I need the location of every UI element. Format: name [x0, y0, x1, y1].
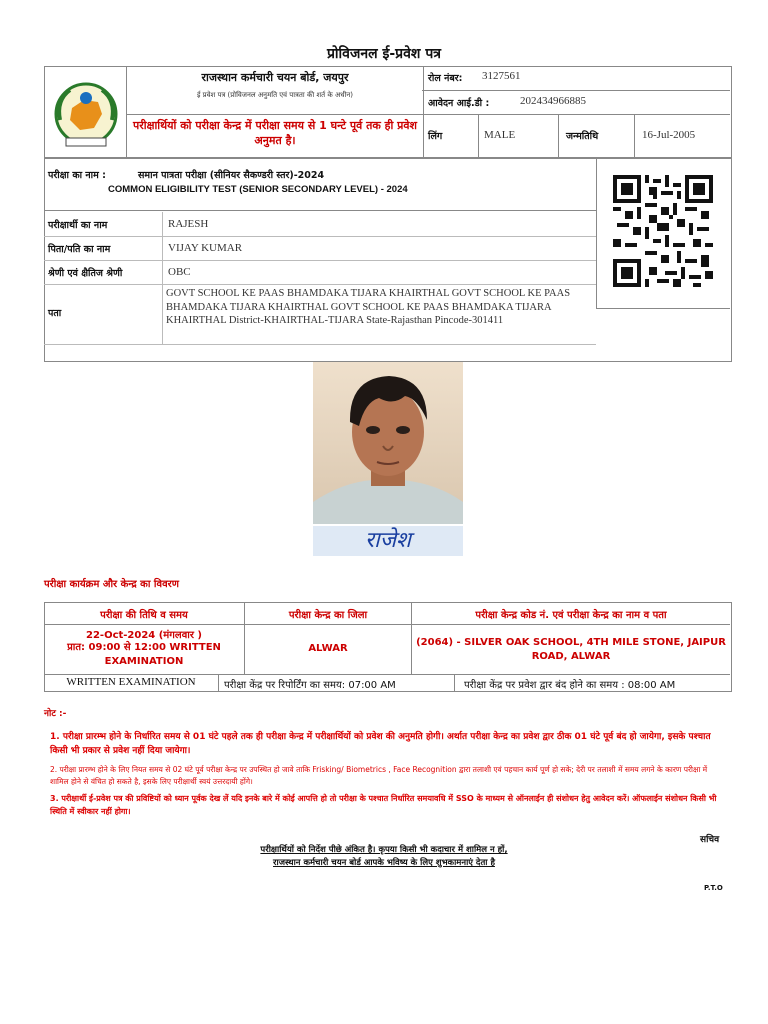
signature-box [313, 526, 463, 556]
exam-center: (2064) - SILVER OAK SCHOOL, 4TH MILE STONE, JAIPUR ROAD, ALWAR [416, 637, 726, 662]
gate-close-time: परीक्षा केंद्र पर प्रवेश द्वार बंद होने का समय : 08:00 AM [464, 680, 676, 691]
roll-value: 3127561 [482, 70, 521, 82]
category-value: OBC [168, 266, 191, 278]
father-value: VIJAY KUMAR [168, 242, 243, 254]
father-row [44, 236, 596, 261]
name-row [44, 212, 596, 237]
col-date-header: परीक्षा की तिथि व समय [100, 610, 188, 621]
notes-label: नोट :- [44, 709, 67, 719]
gender-value: MALE [484, 129, 516, 141]
entry-notice: परीक्षार्थियों को परीक्षा केन्द्र में परीक्षा समय से 1 घन्टे पूर्व तक ही प्रवेश अनुमत है। [132, 119, 418, 147]
address-row [44, 284, 596, 345]
gender-label: लिंग [428, 131, 443, 142]
board-logo [50, 80, 122, 152]
address-value: GOVT SCHOOL KE PAAS BHAMDAKA TIJARA KHAIRTHAL GOVT SCHOOL KE PAAS BHAMDAKA TIJARA KHAIRTHAL GOVT SCHOOL KE PAAS BHAMDAKA TIJARA KHAIRTHAL District-KHAIRTHAL-TIJARA State-Rajasthan Pincode-301411 [166, 288, 571, 326]
exam-date: 22-Oct-2024 (मंगलवार ) [86, 630, 202, 641]
schedule-section-title: परीक्षा कार्यक्रम और केन्द्र का विवरण [44, 579, 179, 590]
dob-label: जन्मतिथि [566, 131, 599, 142]
col-center-header: परीक्षा केन्द्र कोड नं. एवं परीक्षा केन्द्र का नाम व पता [475, 610, 667, 621]
reporting-time: परीक्षा केंद्र पर रिपोर्टिंग का समय: 07:00 AM [224, 680, 396, 691]
board-subtitle: ई प्रवेश पत्र (प्रोविजनल अनुमति एवं पात्रता की शर्त के अधीन) [196, 91, 354, 99]
pto-label: P.T.O [704, 884, 723, 892]
name-value: RAJESH [168, 218, 209, 230]
note-2: 2. परीक्षा प्रारम्भ होने के लिए नियत समय से 02 घंटे पूर्व परीक्षा केन्द्र पर उपस्थित हो जावे ताकि Frisking/ Biometrics , Face Recognition द्वारा तलाशी एवं पहचान कार्य पूर्ण हो सके; देरी पर तलाशी में समय लगने के कारण परीक्षा में शामिल होने से वंचित हो सकते है, इसके लिए परीक्षार्थी स्वयं उत्तरदायी होंगे। [50, 765, 708, 786]
application-label: आवेदन आई.डी : [428, 98, 490, 109]
father-label: पिता/पति का नाम [48, 244, 111, 255]
address-label: पता [48, 308, 62, 319]
exam-name-hi: समान पात्रता परीक्षा (सीनियर सैकण्डरी स्तर)-2024 [138, 170, 325, 181]
roll-row [422, 66, 730, 91]
exam-mode: WRITTEN EXAMINATION [66, 676, 196, 688]
exam-name-en: COMMON ELIGIBILITY TEST (SENIOR SECONDARY LEVEL) - 2024 [108, 184, 408, 195]
roll-label: रोल नंबर: [428, 73, 463, 84]
date-cell [44, 624, 244, 674]
exam-district: ALWAR [308, 643, 348, 654]
reporting-row [44, 674, 730, 691]
notice-cell [126, 114, 424, 157]
footer-line-2: राजस्थान कर्मचारी चयन बोर्ड आपके भविष्य के लिए शुभकामनाएं देता है [273, 858, 495, 868]
signature: राजेश [365, 528, 411, 553]
exam-label: परीक्षा का नाम : [48, 170, 106, 181]
application-value: 202434966885 [520, 95, 586, 107]
note-3: 3. परीक्षार्थी ई-प्रवेश पत्र की प्रविष्टियों को ध्यान पूर्वक देख लें यदि इनके बारे में कोई आपत्ति हो तो परीक्षा के पश्चात निर्धारित समयावधि में SSO के माध्यम से ऑनलाईन ही संशोधन हेतु आवेदन करें। ऑफलाईन संशोधन किसी भी स्थिति में स्वीकार नहीं होगा। [50, 794, 717, 816]
board-name-cell [126, 66, 424, 114]
gender-dob-row [422, 114, 730, 157]
page-title: प्रोविजनल ई-प्रवेश पत्र [326, 46, 442, 62]
qr-code [613, 175, 713, 287]
category-row [44, 260, 596, 285]
candidate-photo [313, 362, 463, 524]
dob-value: 16-Jul-2005 [642, 129, 696, 141]
application-row [422, 90, 730, 114]
col-district-header: परीक्षा केन्द्र का जिला [288, 610, 368, 621]
exam-time: प्रात: 09:00 से 12:00 WRITTEN EXAMINATION [67, 642, 221, 667]
board-name: राजस्थान कर्मचारी चयन बोर्ड, जयपुर [201, 71, 349, 84]
exam-row [44, 158, 596, 211]
schedule-header-row [44, 602, 730, 625]
note-1: 1. परीक्षा प्रारम्भ होने के निर्धारित समय से 01 घंटे पहले तक ही परीक्षा केन्द्र में परीक्षार्थियों को प्रवेश की अनुमति होगी। अर्थात परीक्षा केन्द्र का प्रवेश द्वार ठीक 01 घंटे पूर्व बंद हो जायेगा, इसके पश्चात किसी भी प्रकार से प्रवेश नहीं दिया जायेगा। [50, 732, 711, 756]
secretary-label: सचिव [700, 835, 720, 845]
name-label: परीक्षार्थी का नाम [48, 220, 108, 231]
category-label: श्रेणी एवं क्षैतिज श्रेणी [48, 268, 123, 279]
footer-line-1: परीक्षार्थियों को निर्देश पीछे अंकित है। कृपया किसी भी कदाचार में शामिल न हों, [260, 845, 508, 855]
